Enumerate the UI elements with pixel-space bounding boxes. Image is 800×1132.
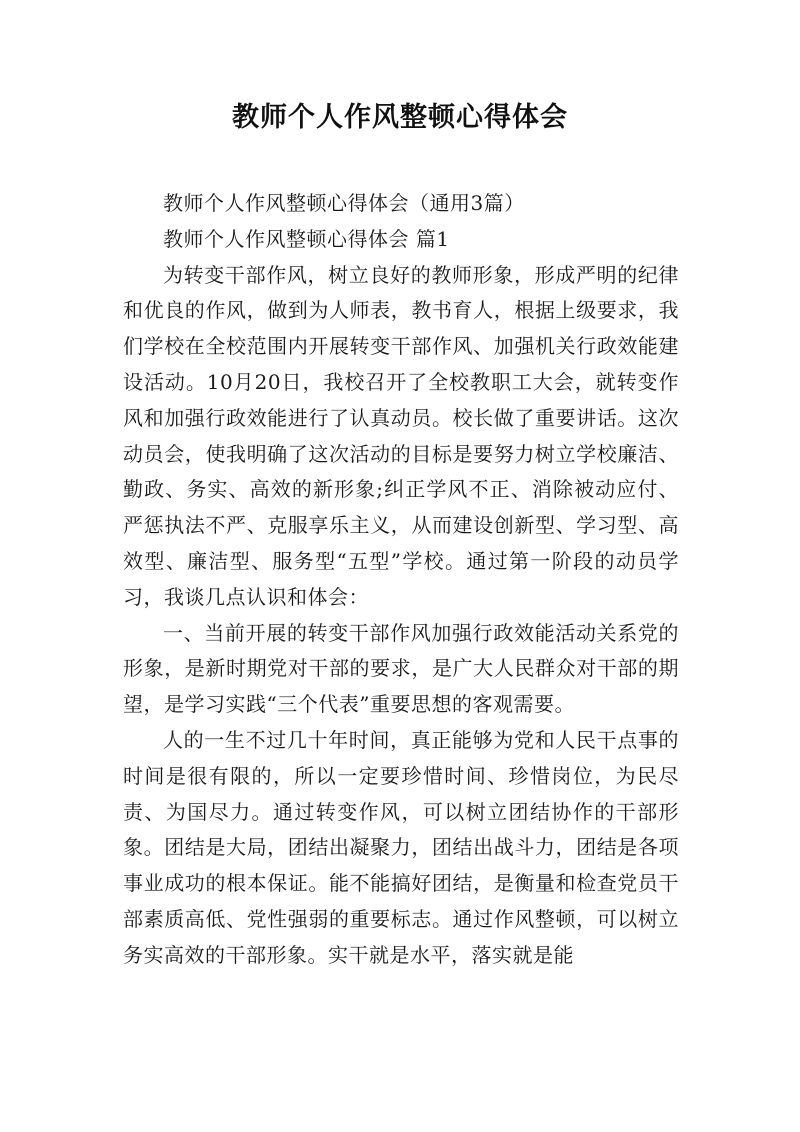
body-paragraph: 为转变干部作风，树立良好的教师形象，形成严明的纪律和优良的作风，做到为人师表，教书育人，根据上级要求，我们学校在全校范围内开展转变干部作风、加强机关行政效能建设活动。10月20日，我校召开了全校教职工大会，就转变作风和加强行政效能进行了认真动员。校长做了重要讲话。这次动员会，使我明确了这次活动的目标是要努力树立学校廉洁、勤政、务实、高效的新形象;纠正学风不正、消除被动应付、严惩执法不严、克服享乐主义，从而建设创新型、学习型、高效型、廉洁型、服务型“五型”学校。通过第一阶段的动员学习，我谈几点认识和体会： (123, 262, 679, 609)
section-heading-paragraph: 教师个人作风整顿心得体会 篇1 (163, 226, 450, 251)
body-paragraph: 一、当前开展的转变干部作风加强行政效能活动关系党的形象，是新时期党对干部的要求，是广大人民群众对干部的期望，是学习实践“三个代表”重要思想的客观需要。 (123, 620, 679, 717)
subtitle-paragraph: 教师个人作风整顿心得体会（通用3篇） (163, 191, 525, 215)
body-paragraph: 人的一生不过几十年时间，真正能够为党和人民干点事的时间是很有限的，所以一定要珍惜时间、珍惜岗位，为民尽责、为国尽力。通过转变作风，可以树立团结协作的干部形象。团结是大局，团结出凝聚力，团结出战斗力，团结是各项事业成功的根本保证。能不能搞好团结，是衡量和检查党员干部素质高低、党性强弱的重要标志。通过作风整顿，可以树立务实高效的干部形象。实干就是水平，落实就是能 (123, 727, 679, 967)
document-body (123, 186, 679, 974)
document-title: 教师个人作风整顿心得体会 (232, 102, 568, 133)
